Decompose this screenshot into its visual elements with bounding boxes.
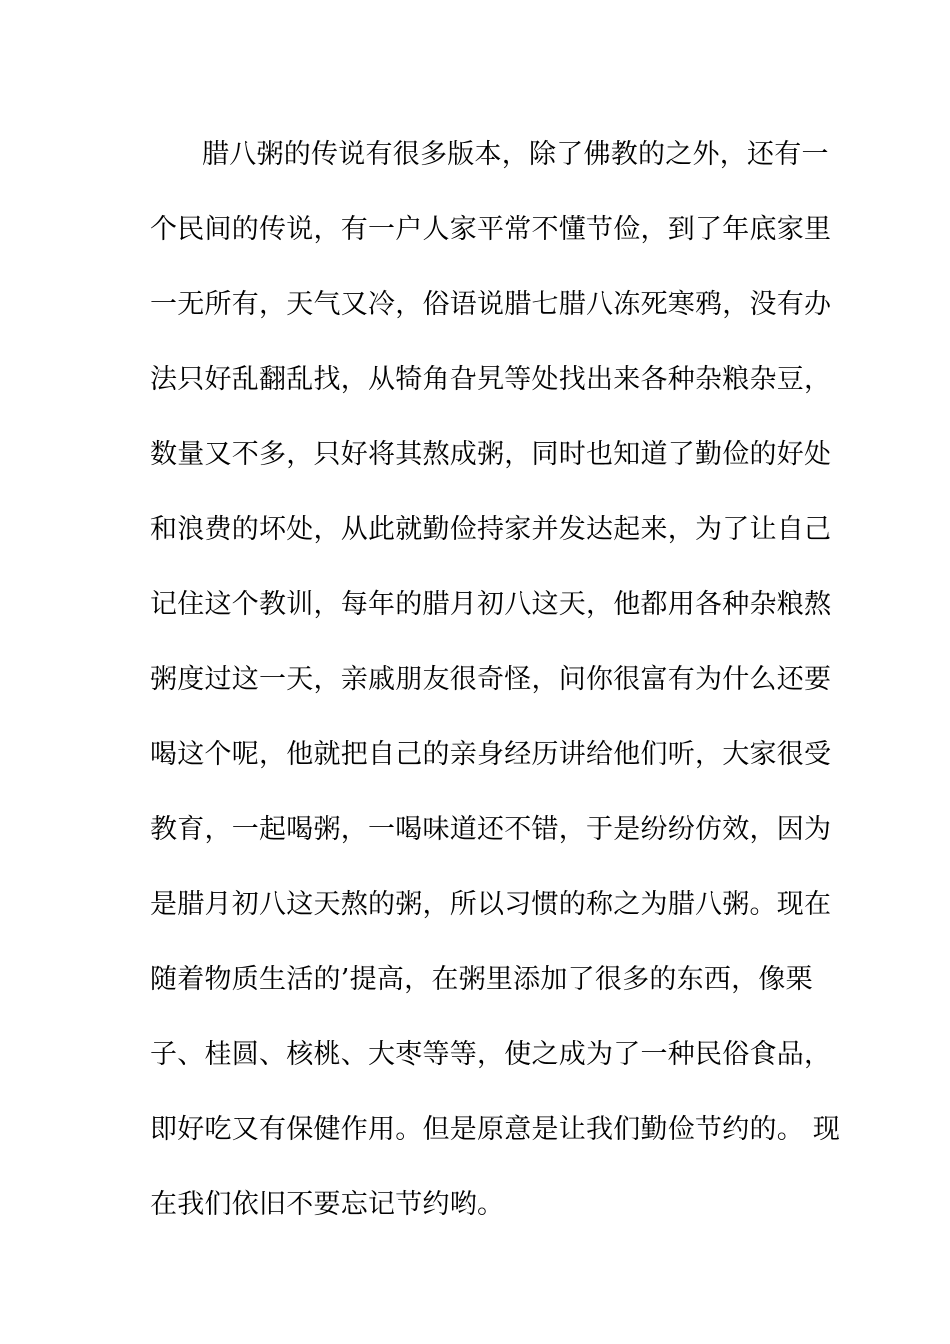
paragraph-line: 是腊月初八这天熬的粥，所以习惯的称之为腊八粥。现在 xyxy=(150,889,832,920)
body-paragraph xyxy=(150,132,841,1257)
paragraph-line: 教育，一起喝粥，一喝味道还不错，于是纷纷仿效，因为 xyxy=(150,814,832,845)
paragraph-line: 一无所有，天气又冷，俗语说腊七腊八冻死寒鸦，没有办 xyxy=(150,289,832,320)
paragraph-line: 和浪费的坏处，从此就勤俭持家并发达起来，为了让自己 xyxy=(150,514,832,545)
paragraph-line: 随着物质生活的’提高，在粥里添加了很多的东西，像栗 xyxy=(150,964,813,995)
paragraph-line: 在我们依旧不要忘记节约哟。 xyxy=(150,1189,505,1220)
paragraph-line: 腊八粥的传说有很多版本，除了佛教的之外，还有一 xyxy=(202,139,829,170)
paragraph-line: 粥度过这一天，亲戚朋友很奇怪，问你很富有为什么还要 xyxy=(150,664,832,695)
paragraph-line: 记住这个教训，每年的腊月初八这天，他都用各种杂粮熬 xyxy=(150,589,832,620)
paragraph-line: 喝这个呢，他就把自己的亲身经历讲给他们听，大家很受 xyxy=(150,739,832,770)
paragraph-line: 法只好乱翻乱找，从犄角旮旯等处找出来各种杂粮杂豆， xyxy=(150,364,832,395)
paragraph-line: 数量又不多，只好将其熬成粥，同时也知道了勤俭的好处 xyxy=(150,439,832,470)
paragraph-line: 即好吃又有保健作用。但是原意是让我们勤俭节约的。 现 xyxy=(150,1114,841,1145)
paragraph-line: 个民间的传说，有一户人家平常不懂节俭，到了年底家里 xyxy=(150,214,832,245)
paragraph-line: 子、桂圆、核桃、大枣等等，使之成为了一种民俗食品， xyxy=(150,1039,832,1070)
